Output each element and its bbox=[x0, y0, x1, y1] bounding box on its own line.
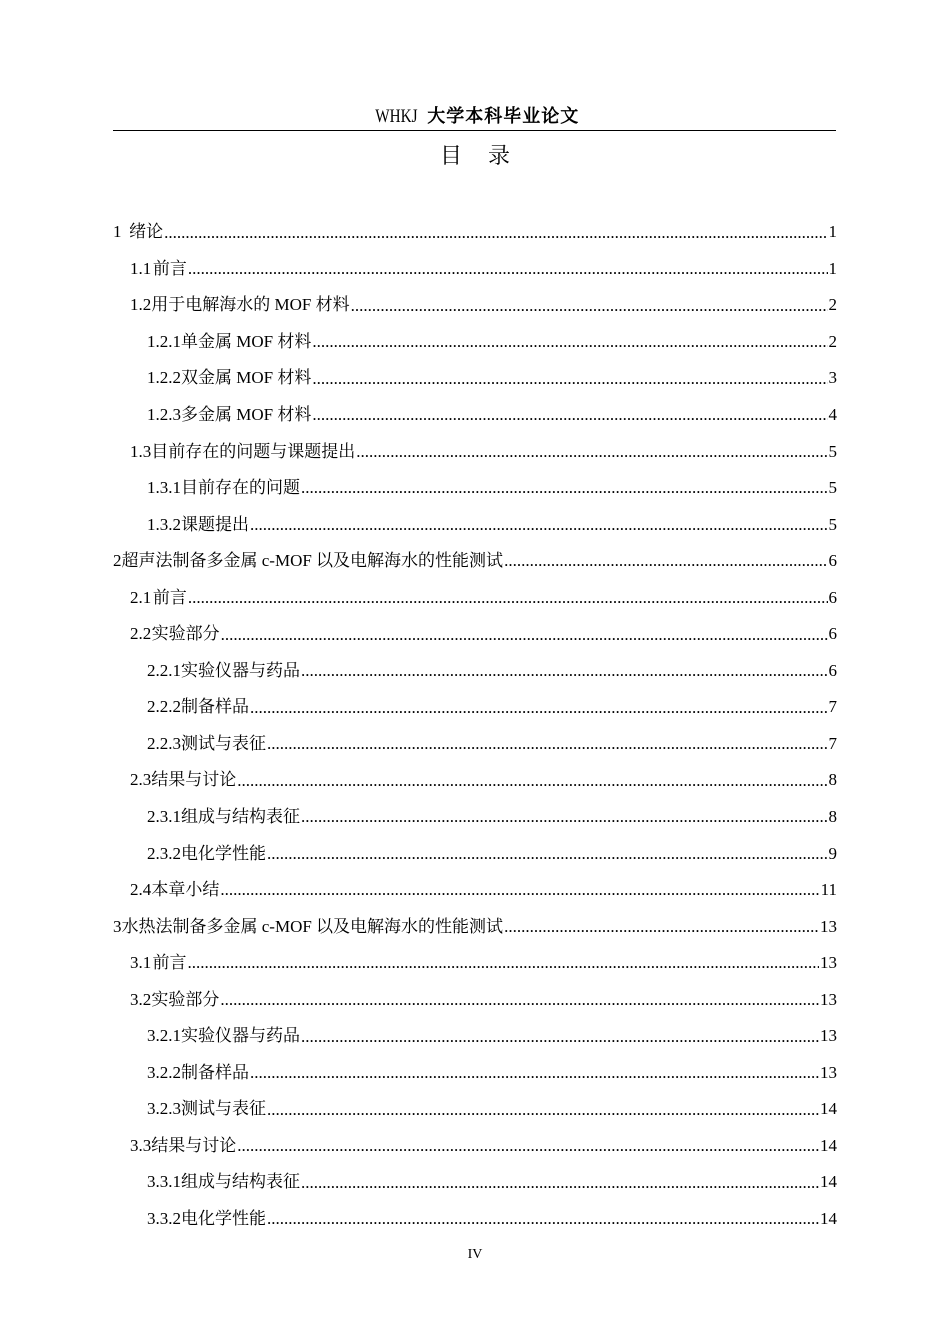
toc-entry-number: 1.3.1 bbox=[147, 478, 181, 498]
toc-entry-page: 2 bbox=[828, 331, 837, 351]
toc-entry-title: 结果与讨论 bbox=[151, 770, 237, 790]
toc-entry-number: 3.2.3 bbox=[147, 1099, 181, 1119]
toc-entry-page: 1 bbox=[828, 258, 837, 278]
toc-entry[interactable] bbox=[113, 1055, 837, 1092]
toc-entry-page: 2 bbox=[828, 295, 837, 315]
toc-entry-number: 2.2.1 bbox=[147, 660, 181, 680]
toc-entry[interactable] bbox=[113, 433, 837, 470]
toc-entry[interactable] bbox=[113, 324, 837, 361]
toc-dot-leader bbox=[504, 550, 827, 572]
toc-dot-leader bbox=[250, 1062, 819, 1084]
toc-entry[interactable] bbox=[113, 579, 837, 616]
toc-entry-page: 8 bbox=[828, 770, 837, 790]
toc-entry-page: 7 bbox=[828, 697, 837, 717]
toc-entry[interactable] bbox=[113, 214, 837, 251]
toc-dot-leader bbox=[220, 989, 819, 1011]
toc-entry-number: 3.3.2 bbox=[147, 1209, 181, 1229]
toc-entry-title: 电化学性能 bbox=[181, 843, 266, 863]
toc-entry-title: 课题提出 bbox=[181, 514, 249, 534]
toc-dot-leader bbox=[188, 587, 828, 609]
toc-entry-title: 前言 bbox=[152, 258, 187, 278]
toc-entry-number: 1.3.2 bbox=[147, 514, 181, 534]
toc-entry-number: 1.2 bbox=[130, 295, 152, 315]
toc-entry[interactable] bbox=[113, 1164, 837, 1201]
toc-entry[interactable] bbox=[113, 287, 837, 324]
toc-dot-leader bbox=[312, 368, 827, 390]
toc-entry-page: 14 bbox=[820, 1209, 837, 1229]
toc-entry-number: 3.2.1 bbox=[147, 1026, 181, 1046]
header-document-type: 大学本科毕业论文 bbox=[427, 106, 580, 127]
toc-entry-title: 前言 bbox=[152, 953, 187, 973]
toc-list bbox=[113, 214, 837, 1237]
toc-entry-number: 2.3 bbox=[130, 770, 152, 790]
toc-dot-leader bbox=[250, 514, 828, 536]
toc-entry[interactable] bbox=[113, 543, 837, 580]
toc-entry-page: 4 bbox=[828, 405, 837, 424]
toc-entry[interactable] bbox=[113, 1201, 837, 1238]
toc-entry[interactable] bbox=[113, 1018, 837, 1055]
toc-entry-page: 13 bbox=[820, 989, 837, 1009]
toc-entry-number: 3.3 bbox=[130, 1135, 152, 1155]
header-institution-code: WHKJ bbox=[375, 106, 418, 127]
toc-entry-page: 6 bbox=[828, 551, 837, 571]
toc-entry-title: 多金属 MOF 材料 bbox=[181, 405, 312, 424]
toc-dot-leader bbox=[237, 770, 827, 792]
toc-entry-page: 1 bbox=[828, 222, 837, 242]
toc-entry-page: 13 bbox=[820, 953, 837, 973]
toc-entry-page: 14 bbox=[820, 1172, 837, 1192]
toc-entry-title: 测试与表征 bbox=[181, 1099, 266, 1119]
toc-entry[interactable] bbox=[113, 762, 837, 799]
toc-entry-number: 2.3.2 bbox=[147, 843, 181, 863]
toc-dot-leader bbox=[188, 952, 819, 974]
toc-entry-title: 本章小结 bbox=[151, 880, 220, 900]
toc-entry-title: 用于电解海水的 MOF 材料 bbox=[151, 295, 350, 315]
toc-entry-page: 5 bbox=[828, 514, 837, 534]
toc-entry-number: 3.3.1 bbox=[147, 1172, 181, 1192]
toc-entry-number: 2.2 bbox=[130, 624, 152, 644]
toc-dot-leader bbox=[188, 258, 828, 280]
toc-entry-number: 2.1 bbox=[130, 587, 152, 607]
toc-entry-number: 1.2.1 bbox=[147, 331, 181, 351]
toc-entry-title: 组成与结构表征 bbox=[181, 1172, 300, 1192]
toc-entry-title: 实验仪器与药品 bbox=[181, 660, 300, 680]
page-number: IV bbox=[467, 1247, 483, 1262]
toc-dot-leader bbox=[301, 660, 828, 682]
toc-entry[interactable] bbox=[113, 981, 837, 1018]
toc-entry[interactable] bbox=[113, 470, 837, 507]
toc-entry-page: 9 bbox=[828, 843, 837, 863]
toc-dot-leader bbox=[221, 624, 828, 646]
page-header bbox=[113, 104, 836, 131]
toc-entry-number: 1.2.3 bbox=[147, 405, 181, 424]
toc-entry-number: 2.2.3 bbox=[147, 733, 181, 753]
toc-entry-page: 13 bbox=[820, 1026, 837, 1046]
toc-entry[interactable] bbox=[113, 689, 837, 726]
toc-entry-title: 单金属 MOF 材料 bbox=[181, 331, 312, 351]
toc-entry-page: 3 bbox=[828, 368, 837, 388]
toc-dot-leader bbox=[301, 1026, 819, 1048]
toc-entry[interactable] bbox=[113, 799, 837, 836]
toc-entry[interactable] bbox=[113, 360, 837, 397]
toc-dot-leader bbox=[267, 733, 828, 755]
toc-entry-page: 14 bbox=[820, 1099, 837, 1119]
toc-entry[interactable] bbox=[113, 726, 837, 763]
toc-entry-title: 实验部分 bbox=[151, 624, 220, 644]
toc-entry-title: 电化学性能 bbox=[181, 1209, 266, 1229]
toc-entry-number: 1.1 bbox=[130, 258, 152, 278]
toc-dot-leader bbox=[250, 697, 828, 719]
toc-entry-page: 14 bbox=[820, 1135, 837, 1155]
toc-dot-leader bbox=[356, 441, 827, 463]
toc-entry-page: 6 bbox=[828, 624, 837, 644]
toc-entry-title: 目前存在的问题与课题提出 bbox=[151, 441, 356, 461]
toc-entry-number: 1.3 bbox=[130, 441, 152, 461]
toc-entry-page: 6 bbox=[828, 660, 837, 680]
toc-entry[interactable] bbox=[113, 835, 837, 872]
toc-entry-page: 11 bbox=[820, 880, 837, 900]
toc-dot-leader bbox=[301, 1172, 819, 1194]
toc-dot-leader bbox=[301, 806, 828, 828]
toc-entry[interactable] bbox=[113, 506, 837, 543]
toc-entry-title: 超声法制备多金属 c-MOF 以及电解海水的性能测试 bbox=[121, 551, 504, 571]
toc-dot-leader bbox=[267, 1208, 819, 1230]
toc-entry[interactable] bbox=[113, 397, 837, 434]
toc-entry-title: 前言 bbox=[152, 587, 187, 607]
toc-entry-title: 绪论 bbox=[129, 222, 164, 242]
toc-entry[interactable] bbox=[113, 908, 837, 945]
toc-entry-number: 3.2.2 bbox=[147, 1062, 181, 1082]
toc-entry-title: 目前存在的问题 bbox=[181, 478, 300, 498]
toc-entry-number: 2.3.1 bbox=[147, 807, 181, 827]
toc-dot-leader bbox=[312, 331, 827, 353]
toc-entry-number: 3.2 bbox=[130, 989, 152, 1009]
toc-entry[interactable] bbox=[113, 945, 837, 982]
toc-entry-title: 测试与表征 bbox=[181, 733, 266, 753]
toc-entry-number: 1 bbox=[113, 222, 122, 242]
toc-title: 目录 bbox=[439, 144, 536, 169]
toc-dot-leader bbox=[504, 916, 819, 938]
toc-entry-title: 制备样品 bbox=[181, 1062, 249, 1082]
toc-dot-leader bbox=[267, 1099, 819, 1121]
toc-entry-number: 3 bbox=[113, 916, 122, 936]
toc-entry-title: 水热法制备多金属 c-MOF 以及电解海水的性能测试 bbox=[121, 916, 504, 936]
toc-entry-title: 实验部分 bbox=[151, 989, 220, 1009]
toc-entry[interactable] bbox=[113, 653, 837, 690]
toc-entry-title: 结果与讨论 bbox=[151, 1135, 237, 1155]
toc-dot-leader bbox=[220, 879, 819, 901]
toc-entry-number: 2.4 bbox=[130, 880, 152, 900]
toc-entry-title: 组成与结构表征 bbox=[181, 807, 300, 827]
toc-entry-page: 8 bbox=[828, 807, 837, 827]
toc-entry[interactable] bbox=[113, 616, 837, 653]
toc-dot-leader bbox=[312, 404, 827, 426]
toc-entry[interactable] bbox=[113, 1128, 837, 1165]
toc-entry-page: 5 bbox=[828, 441, 837, 461]
toc-entry-title: 实验仪器与药品 bbox=[181, 1026, 300, 1046]
toc-entry-page: 13 bbox=[820, 1062, 837, 1082]
toc-dot-leader bbox=[301, 477, 828, 499]
toc-entry-number: 2.2.2 bbox=[147, 697, 181, 717]
toc-entry-number: 1.2.2 bbox=[147, 368, 181, 388]
toc-entry[interactable] bbox=[113, 251, 837, 288]
toc-entry-page: 6 bbox=[828, 587, 837, 607]
toc-entry-number: 2 bbox=[113, 551, 122, 571]
toc-dot-leader bbox=[351, 295, 828, 317]
toc-entry-title: 制备样品 bbox=[181, 697, 249, 717]
toc-entry[interactable] bbox=[113, 1091, 837, 1128]
toc-entry-page: 5 bbox=[828, 478, 837, 498]
toc-entry-title: 双金属 MOF 材料 bbox=[181, 368, 312, 388]
toc-dot-leader bbox=[164, 222, 827, 244]
toc-dot-leader bbox=[267, 843, 828, 865]
toc-dot-leader bbox=[237, 1135, 819, 1157]
toc-entry-page: 7 bbox=[828, 733, 837, 753]
toc-entry[interactable] bbox=[113, 872, 837, 909]
toc-entry-page: 13 bbox=[820, 916, 837, 936]
toc-entry-number: 3.1 bbox=[130, 953, 152, 973]
